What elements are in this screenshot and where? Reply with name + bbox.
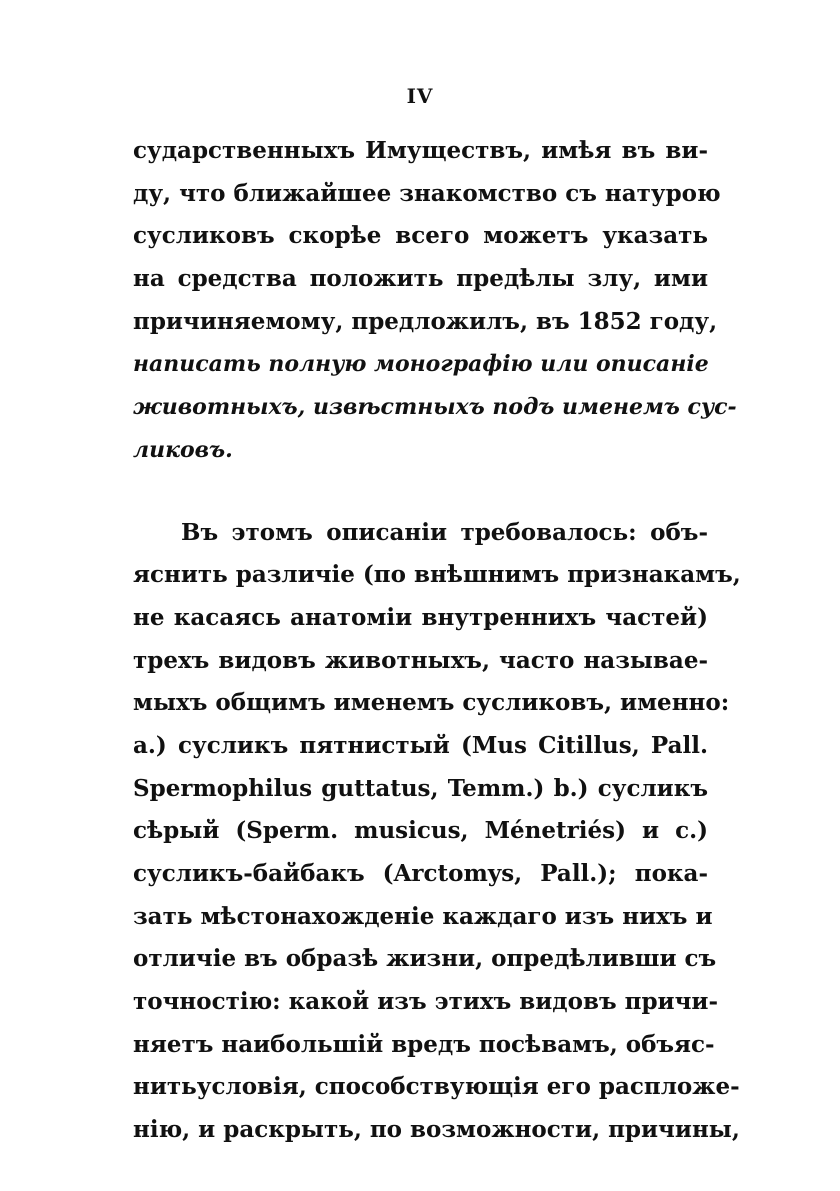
- text-line: зать мѣстонахожденіе каждаго изъ нихъ и: [133, 902, 713, 930]
- text-line: ду, что ближайшее знакомство съ натурою: [133, 179, 721, 207]
- text-line: сусликъ-байбакъ (Arctomys, Pall.); пока-: [133, 860, 708, 887]
- text-line: отличіе въ образѣ жизни, опредѣливши съ: [133, 945, 717, 973]
- page-number: IV: [406, 84, 434, 108]
- paragraph-gap: [133, 472, 708, 512]
- text-line: сударственныхъ Имуществъ, имѣя въ ви-: [133, 137, 708, 164]
- body-text: [133, 130, 741, 1152]
- text-line: мыхъ общимъ именемъ сусликовъ, именно:: [133, 689, 730, 717]
- text-line: нію, и раскрыть, по возможности, причины,: [133, 1116, 740, 1144]
- text-line: не касаясь анатоміи внутреннихъ частей): [133, 603, 708, 631]
- paragraph-2: [133, 512, 741, 1152]
- text-line-italic: написать полную монографію или описаніе: [133, 351, 709, 378]
- text-line: сусликовъ скорѣе всего можетъ указать: [133, 222, 708, 250]
- text-line: сѣрый (Sperm. musicus, Ménetriés) и c.): [133, 817, 708, 845]
- text-line: яснить различіе (по внѣшнимъ признакамъ,: [133, 561, 741, 589]
- text-line: трехъ видовъ животныхъ, часто называе-: [133, 646, 708, 674]
- text-line: на средства положить предѣлы злу, ими: [133, 265, 708, 293]
- text-line-italic: животныхъ, извѣстныхъ подъ именемъ сус-: [133, 394, 737, 421]
- text-line: няетъ наибольшій вредъ посѣвамъ, объяс-: [133, 1030, 715, 1058]
- text-line: нитьусловія, способствующія его распложе-: [133, 1073, 740, 1101]
- text-line: a.) сусликъ пятнистый (Mus Citillus, Pall.: [133, 731, 708, 759]
- text-line: точностію: какой изъ этихъ видовъ причи-: [133, 988, 719, 1016]
- text-line-italic: ликовъ.: [133, 436, 233, 463]
- paragraph-1: [133, 130, 737, 472]
- text-line: Spermophilus guttatus, Temm.) b.) сусликъ: [133, 774, 708, 802]
- text-line: Въ этомъ описаніи требовалось: объ-: [181, 518, 708, 546]
- text-line: причиняемому, предложилъ, въ 1852 году,: [133, 307, 718, 335]
